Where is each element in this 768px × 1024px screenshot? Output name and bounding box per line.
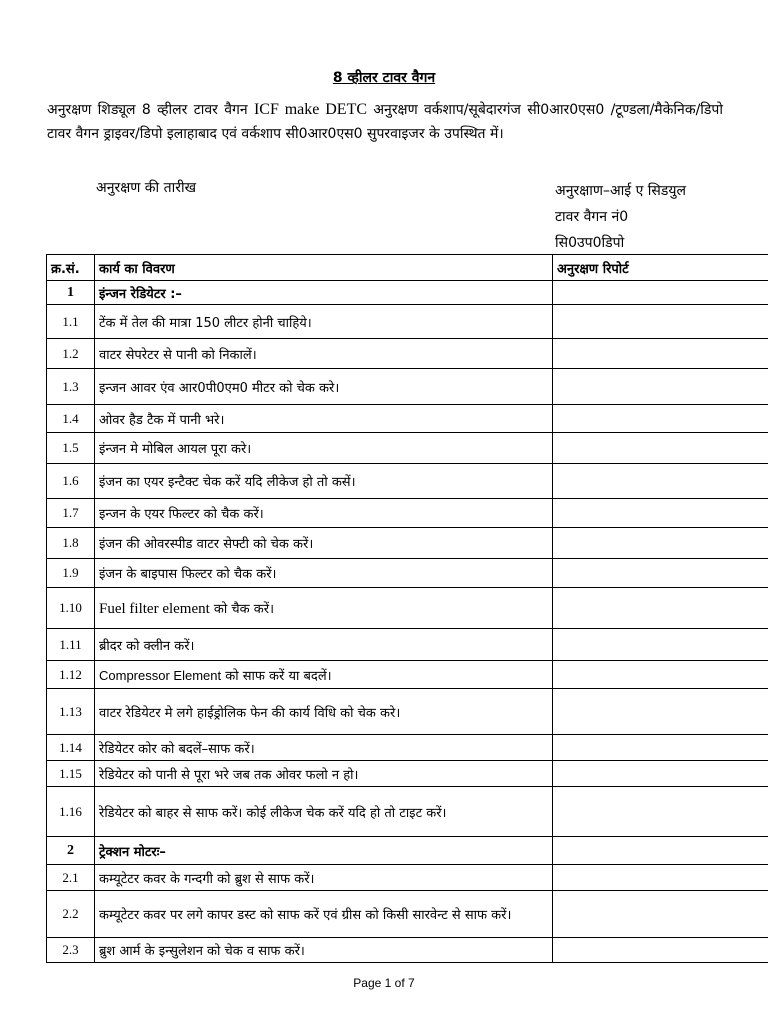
table-row [47,661,768,689]
row-description [95,661,553,689]
row-number: 1.15 [47,761,95,787]
row-number: 1.10 [47,588,95,629]
row-description: इंन्जन मे मोबिल आयल पूरा करे। [95,433,553,464]
table-row [47,938,768,963]
row-number: 1.8 [47,528,95,559]
table-row-section [47,281,768,305]
page-number: Page 1 of 7 [353,976,415,990]
maintenance-table [46,254,768,963]
row-report-cell [553,891,768,938]
row-number: 1.1 [47,305,95,339]
table-row [47,588,768,629]
row-report-cell [553,369,768,405]
row-number: 1.7 [47,499,95,528]
table-row [47,499,768,528]
intro-text-1: अनुरक्षण शिड्यूल 8 व्हीलर टावर वैगन [47,102,254,118]
header-serial-no: क्र.सं. [47,255,95,281]
row-description-hindi: को साफ करें या बदलें। [221,668,332,684]
row-report-cell [553,281,768,305]
row-description: इंजन के बाइपास फिल्टर को चैक करें। [95,559,553,588]
row-description: इंजन की ओवरस्पीड वाटर सेफ्टी को चेक करें। [95,528,553,559]
row-description: रेडियेटर को बाहर से साफ करें। कोई लीकेज चेक करें यदि हो तो टाइट करें। [95,787,553,837]
row-number: 2 [47,837,95,865]
row-report-cell [553,528,768,559]
row-number: 2.3 [47,938,95,963]
row-description: कम्यूटेटर कवर के गन्दगी को ब्रुश से साफ करें। [95,865,553,891]
table-row [47,339,768,369]
row-number: 1.9 [47,559,95,588]
row-report-cell [553,559,768,588]
row-report-cell [553,499,768,528]
row-report-cell [553,305,768,339]
intro-paragraph [47,98,723,146]
table-row [47,433,768,464]
intro-text-3: अनुरक्षण वर्कशाप/सूबेदारगंज सी0आर0एस0 /टूण्डला/मैकेनिक/डिपो टावर वैगन ड्राइवर/डिपो इलाहाबाद एवं वर्कशाप सी0आर0एस0 सुपरवाइजर के उपस्थित में। [47,102,723,142]
row-report-cell [553,787,768,837]
table-row [47,761,768,787]
table-row [47,629,768,661]
row-description-latin: Fuel filter element [99,600,210,617]
table-row [47,735,768,761]
maintenance-date-label: अनुरक्षण की तारीख [96,180,197,196]
row-report-cell [553,761,768,787]
row-description: रेडियेटर कोर को बदलें–साफ करें। [95,735,553,761]
header-description: कार्य का विवरण [95,255,553,281]
table-row [47,464,768,499]
table-row [47,865,768,891]
table-row [47,559,768,588]
row-number: 1.5 [47,433,95,464]
row-report-cell [553,629,768,661]
row-report-cell [553,735,768,761]
table-row [47,528,768,559]
table-row-section [47,837,768,865]
row-number: 1.12 [47,661,95,689]
table-row [47,405,768,433]
intro-text-2: ICF make DETC [253,101,368,118]
row-number: 1.4 [47,405,95,433]
header-report: अनुरक्षण रिपोर्ट [553,255,768,281]
row-number: 2.1 [47,865,95,891]
table-header-row [47,255,768,281]
row-report-cell [553,588,768,629]
row-description: टेंक में तेल की मात्रा 150 लीटर होनी चाहिये। [95,305,553,339]
row-description: ट्रेक्शन मोटरः– [95,837,553,865]
row-report-cell [553,689,768,735]
row-report-cell [553,661,768,689]
table-row [47,787,768,837]
page-title: 8 व्हीलर टावर वैगन [332,70,436,86]
row-description: इंन्जन रेडियेटर :– [95,281,553,305]
row-description: इन्जन के एयर फिल्टर को चैक करें। [95,499,553,528]
schedule-line-3: सि0उप0डिपो [555,235,625,251]
schedule-line-1: अनुरक्षाण–आई ए सिडयुल [555,183,686,199]
row-description: ओवर हैड टैक में पानी भरे। [95,405,553,433]
row-report-cell [553,837,768,865]
row-description: ब्रुश आर्म के इन्सुलेशन को चेक व साफ करें। [95,938,553,963]
row-description [95,588,553,629]
row-report-cell [553,339,768,369]
table-row [47,369,768,405]
row-number: 1.3 [47,369,95,405]
row-description: कम्यूटेटर कवर पर लगे कापर डस्ट को साफ करें एवं ग्रीस को किसी सारवेन्ट से साफ करें। [95,891,553,938]
row-report-cell [553,865,768,891]
row-number: 1.13 [47,689,95,735]
row-number: 1.11 [47,629,95,661]
row-description: वाटर रेडियेटर मे लगे हाईड्रोलिक फेन की कार्य विधि को चेक करे। [95,689,553,735]
table-row [47,689,768,735]
row-description: इन्जन आवर एंव आर0पी0एम0 मीटर को चेक करे। [95,369,553,405]
row-number: 1 [47,281,95,305]
row-description: रेडियेटर को पानी से पूरा भरे जब तक ओवर फलो न हो। [95,761,553,787]
row-description: इंजन का एयर इन्टैक्ट चेक करें यदि लीकेज हो तो कसें। [95,464,553,499]
row-report-cell [553,433,768,464]
row-description-hindi: को चैक करें। [209,601,275,617]
row-number: 1.6 [47,464,95,499]
schedule-line-2: टावर वैगन नं0 [555,209,629,225]
table-row [47,891,768,938]
row-report-cell [553,938,768,963]
row-description-latin: Compressor Element [99,667,222,683]
table-row [47,305,768,339]
row-number: 1.14 [47,735,95,761]
row-number: 1.16 [47,787,95,837]
row-description: ब्रीदर को क्लीन करें। [95,629,553,661]
row-number: 2.2 [47,891,95,938]
schedule-info-block [555,178,686,256]
row-report-cell [553,405,768,433]
row-report-cell [553,464,768,499]
row-number: 1.2 [47,339,95,369]
row-description: वाटर सेपरेटर से पानी को निकालें। [95,339,553,369]
